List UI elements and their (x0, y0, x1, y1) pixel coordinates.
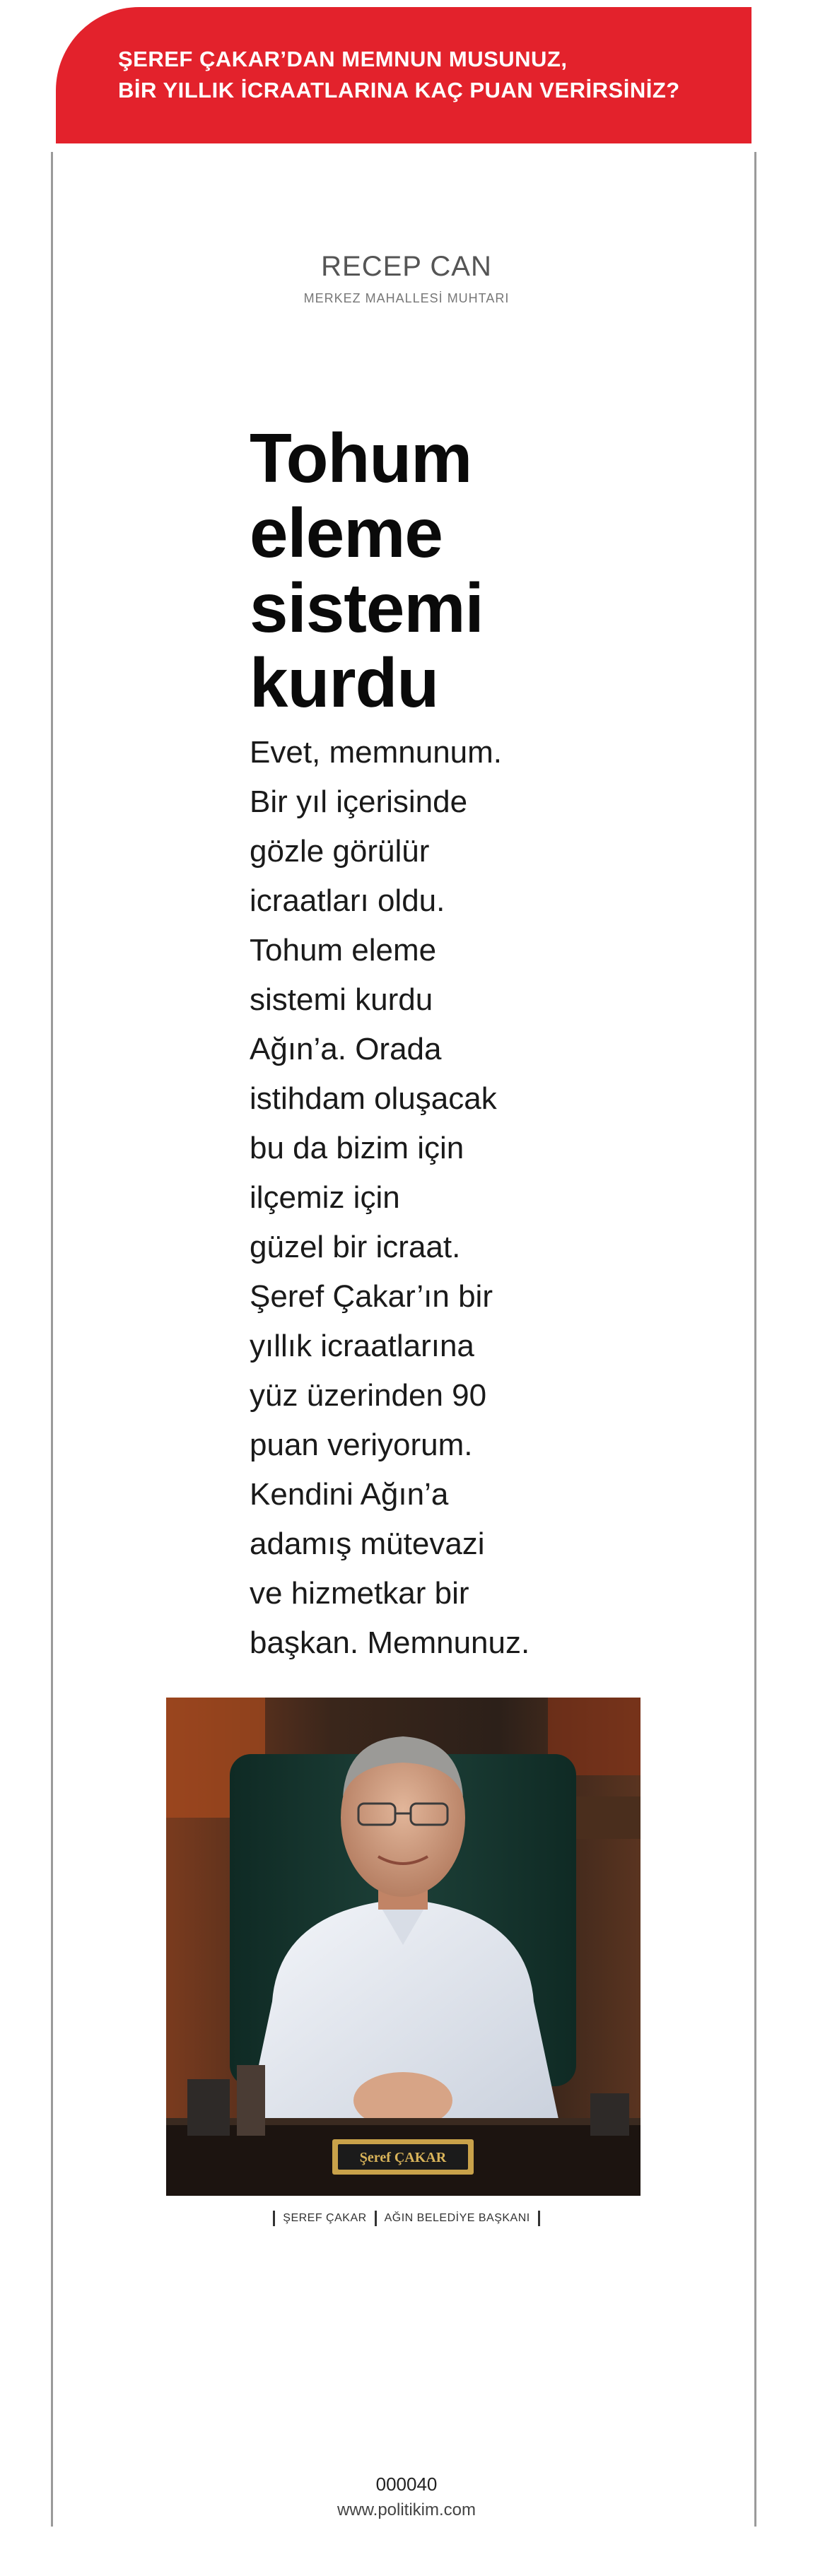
nameplate-text: Şeref ÇAKAR (359, 2150, 447, 2165)
body-line: Bir yıl içerisinde (250, 784, 468, 819)
body-line: yıllık icraatlarına (250, 1329, 474, 1363)
body-line: Kendini Ağın’a (250, 1477, 449, 1512)
body-line: Tohum eleme (250, 933, 437, 968)
article-headline (250, 420, 546, 720)
caption-role: AĞIN BELEDİYE BAŞKANI (384, 2212, 530, 2224)
headline-line: kurdu (250, 644, 439, 722)
photo-caption (0, 2211, 813, 2226)
caption-divider (538, 2211, 540, 2226)
body-line: icraatları oldu. (250, 883, 445, 918)
mayor-photo (166, 1698, 641, 2196)
body-line: bu da bizim için (250, 1131, 464, 1165)
body-line: sistemi kurdu (250, 982, 433, 1017)
headline-line: eleme (250, 494, 443, 572)
banner-line-1: ŞEREF ÇAKAR’DAN MEMNUN MUSUNUZ, (118, 47, 568, 71)
body-line: güzel bir icraat. (250, 1230, 461, 1264)
caption-divider (375, 2211, 377, 2226)
headline-line: Tohum (250, 419, 472, 497)
website-link[interactable]: www.politikim.com (337, 2500, 476, 2519)
article-body (250, 728, 617, 1668)
interviewee-title: MERKEZ MAHALLESİ MUHTARI (303, 291, 510, 305)
body-line: Şeref Çakar’ın bir (250, 1279, 493, 1314)
banner-line-2: BİR YILLIK İCRAATLARINA KAÇ PUAN VERİRSİNİZ? (118, 78, 680, 102)
body-line: Ağın’a. Orada (250, 1032, 442, 1066)
interviewee-name: RECEP CAN (321, 251, 492, 282)
headline-line: sistemi (250, 569, 484, 647)
caption-name: ŞEREF ÇAKAR (283, 2212, 367, 2224)
question-banner (56, 7, 751, 143)
body-line: gözle görülür (250, 834, 430, 869)
body-line: Evet, memnunum. (250, 735, 503, 770)
caption-divider (273, 2211, 275, 2226)
left-frame-line (51, 152, 53, 2527)
body-line: puan veriyorum. (250, 1428, 473, 1462)
body-line: yüz üzerinden 90 (250, 1378, 487, 1413)
body-line: ve hizmetkar bir (250, 1576, 469, 1611)
body-line: başkan. Memnunuz. (250, 1625, 530, 1660)
body-line: ilçemiz için (250, 1180, 400, 1215)
page-number: 000040 (375, 2474, 438, 2495)
body-line: istihdam oluşacak (250, 1081, 497, 1116)
body-line: adamış mütevazi (250, 1527, 485, 1561)
right-frame-line (754, 152, 756, 2527)
